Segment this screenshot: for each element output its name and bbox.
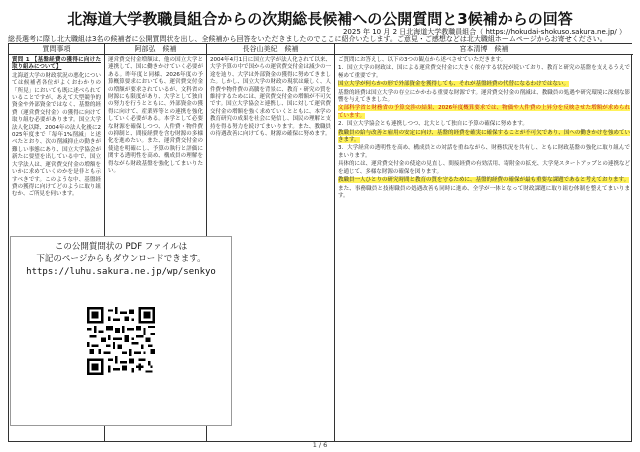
fukuhara-p2: 1．国立大学の財政は、国による運営費交付金に大きく依存する状況が続いており、教育と研究の基盤を支えるうえで極めて重要です。 bbox=[338, 65, 630, 79]
intro-text: 総長選考に際し北大職組は3名の候補者に公開質問状を出し、全候補から回答をいただきましたのでここに紹介いたします。ご意見・ご感想などは北大職組ホームページからお寄せください。 bbox=[8, 35, 607, 43]
notice-line-2: 下記のページからもダウンロードできます。 bbox=[36, 254, 206, 264]
date-line: 2025 年 10 月 2 日北海道大学教職員組合（ https://hokudai-shokuso.sakura.ne.jp/ ） bbox=[342, 28, 626, 36]
nagayama-answer-text: 2004年4月1日に国立大学が法人化されて以来、大学予算の中で国からの運営費交付金は減少の一途を辿り、大学は外部資金の獲得に努めてきました。しかし、国立大学の財政の現状は厳しく、人件費や物件費の高騰を背景に、教育・研究の質を維持するためには、運営費交付金の増額が不可欠です。国立大学協会と連携し、国に対して運営費交付金の増額を強く求めていくとともに、本学の教育研究の成果を社会に発信し、国民の理解と支持を得る努力を続けてまいります。また、教職員の待遇改善に向けても、財源の確保に努めます。 bbox=[210, 57, 332, 138]
highlight-span: 教職員の給与改善と雇用の安定に向け、基盤的経費を確実に確保することが不可欠であり、国への働きかけを強めていきます。 bbox=[338, 129, 630, 144]
abiru-answer-text: 運営費交付金増額は、他の国立大学と連携して、国に働きかけていく必要がある。昨年度と同様、2026年度の予算概算要求においても、運営費交付金の増額が要求されているが、文科省の財源にも限度があり、大学として独自の努力を行うとともに、外部資金の獲得に向けて、産業界等との連携を強化していく必要がある。本学として必要な財源を確保しつつ、人件費・物件費の抑制と、間接経費を含む財源の多様化を進めたい。また、運営費交付金の使途を明確にし、予算の執行と評価に関する透明性を高め、構成員の理解を得ながら財政基盤を強化してまいりたい。 bbox=[108, 57, 203, 175]
question-body bbox=[9, 55, 104, 202]
fukuhara-p7: 3．大学経営の透明性を高め、構成員との対話を重ねながら、財務状況を共有し、ともに財政基盤の強化に取り組んでまいります。 bbox=[338, 145, 630, 159]
fukuhara-p8: 具体的には、運営費交付金の使途の見直し、間接経費の有効活用、寄附金の拡充、大学発スタートアップとの連携などを通じて、多様な財源の確保を図ります。 bbox=[338, 161, 630, 175]
page-number: 1 / 6 bbox=[312, 441, 328, 449]
notice-line-1: この公開質問状の PDF ファイルは bbox=[54, 242, 188, 252]
fukuhara-p4-highlight bbox=[338, 105, 630, 120]
fukuhara-column bbox=[335, 44, 633, 441]
question-heading: 質問 1 【基盤経費の獲得に向けた取り組みについて】 bbox=[12, 57, 101, 71]
highlight-span: 教職員一人ひとりの研究時間と教育の質を守るために、基盤的経費の確保が最も重要な課題であると考えております。 bbox=[338, 177, 630, 184]
question-text: 北海道大学の財政状況の悪化については候補者各位がよくおわかりの「所見」においても既に述べられていることですが、あえて大型競争的資金や外部資金ではなく、基盤的経費（運営費交付金）の獲得に向けて取り組む必要があります。国立大学法人化以降、2004年の法人化後に2025年度まで「毎年1%削減」と述べたとおり、次の削減抑止の動きが難しい事態にあり、国立大学協会が新たに要望を出している中で、国立大学法人は、運営費交付金の増額をいかに求めていくのかを是非とも示すべきです。このような中、基盤経費の獲得に向けてどのように取り組むか、ご所見を伺います。 bbox=[12, 72, 101, 198]
fukuhara-p1: ご質問にお答えし、以下の3つの観点から述べさせていただきます。 bbox=[338, 57, 507, 63]
fukuhara-p3-highlight bbox=[338, 81, 630, 88]
fukuhara-p5: 2．国立大学協会とも連携しつつ、北大として独自に予算の確保に努めます。 bbox=[338, 121, 528, 128]
abiru-answer bbox=[105, 55, 206, 179]
abiru-column-header: 阿部弘 候補 bbox=[105, 44, 206, 55]
download-notice bbox=[10, 236, 232, 426]
fukuhara-p3: 基盤的経費は国立大学の存立にかかわる重要な財源です。運営費交付金の削減は、教職員の処遇や研究環境に深刻な影響を与えてきました。 bbox=[338, 89, 630, 104]
page-title: 北海道大学教職員組合からの次期総長候補への公開質問と3候補からの回答 bbox=[67, 10, 573, 28]
nagayama-answer bbox=[207, 55, 334, 141]
nagayama-column-header: 長谷山美紀 候補 bbox=[207, 44, 334, 55]
fukuhara-p9-highlight bbox=[338, 177, 630, 184]
fukuhara-answer bbox=[335, 55, 633, 203]
fukuhara-p6-highlight bbox=[338, 130, 630, 145]
question-column-header: 質問事項 bbox=[9, 44, 104, 55]
qr-code-icon bbox=[87, 307, 155, 375]
fukuhara-p10: また、事務職員と技術職員の処遇改善も同時に進め、全学が一体となって財政課題に取り組む体制を整えてまいります。 bbox=[338, 185, 630, 199]
highlight-span: 文部科学省と財務省の予算交渉の結果、2026年度概算要求では、物価や人件費の上昇分を反映させた増額が求められています。 bbox=[338, 105, 630, 119]
highlight-span: 国立大学が何らかの形で外部資金を獲得しても、それが基盤経費の代替になるわけではない。 bbox=[338, 81, 570, 88]
download-link[interactable]: https://luhu.sakura.ne.jp/wp/senkyo bbox=[26, 267, 216, 277]
fukuhara-column-header: 宮本清博 候補 bbox=[335, 44, 633, 55]
